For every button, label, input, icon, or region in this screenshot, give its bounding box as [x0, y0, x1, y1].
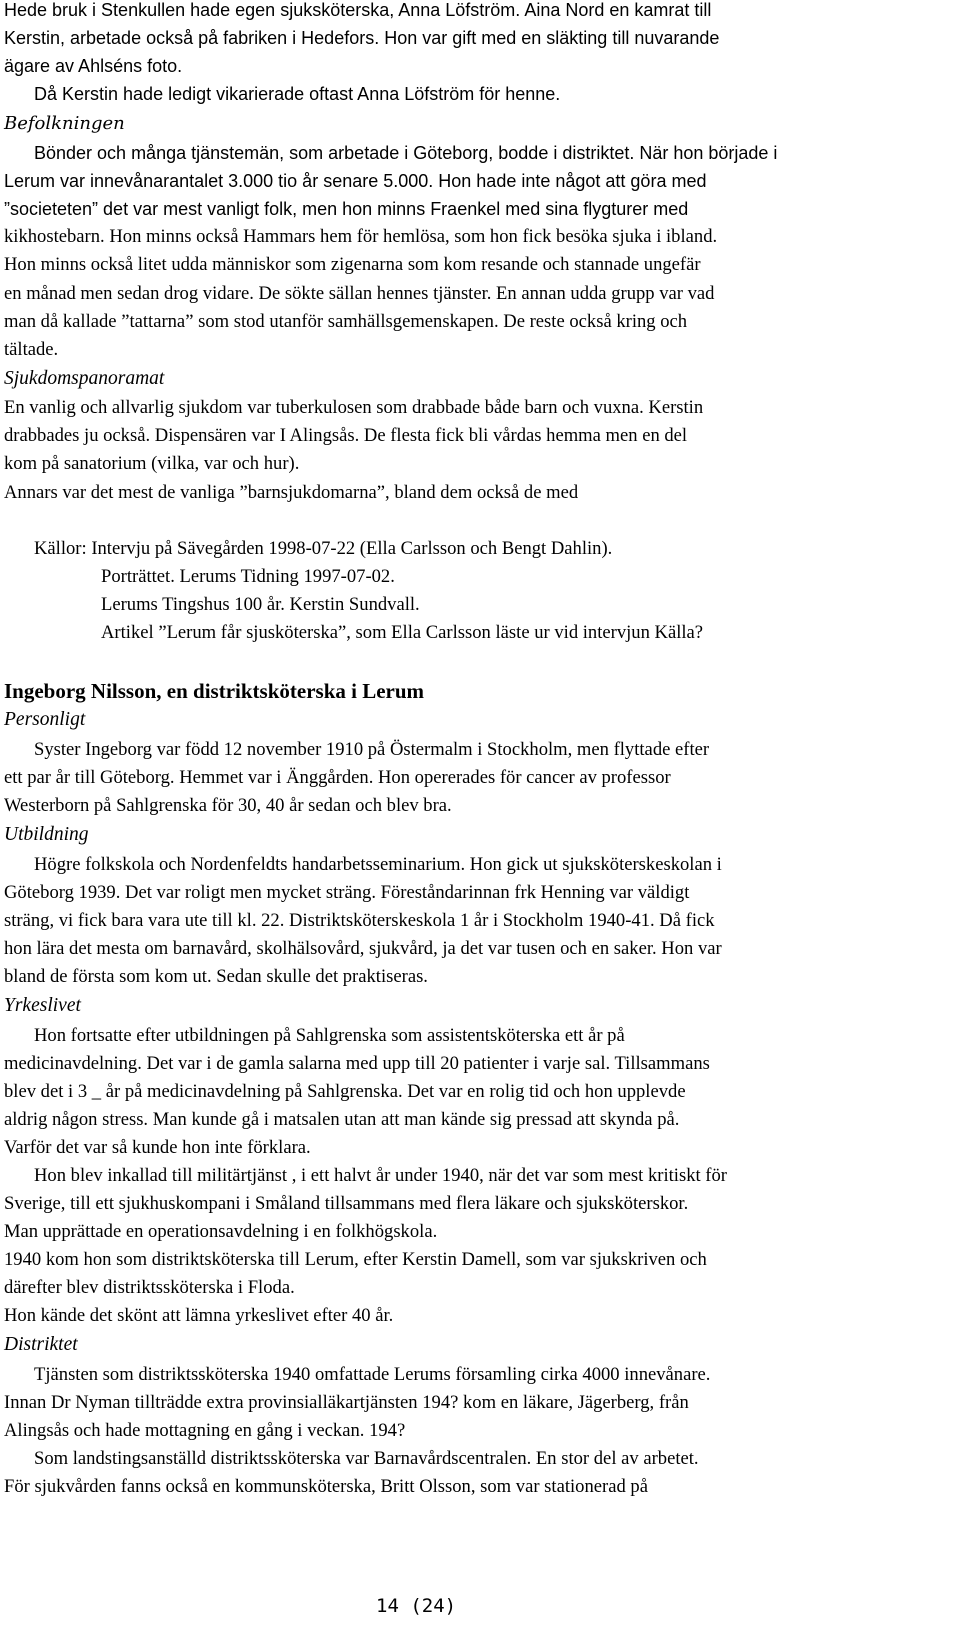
text-line: blev det i 3 _ år på medicinavdelning på Sahlgrenska. Det var en rolig tid och hon upplevde [4, 1081, 686, 1102]
text-line: 1940 kom hon som distriktsköterska till Lerum, efter Kerstin Damell, som var sjukskriven och [4, 1249, 707, 1270]
text-line: Man upprättade en operationsavdelning i en folkhögskola. [4, 1221, 438, 1242]
text-line: Innan Dr Nyman tillträdde extra provinsialläkartjänsten 194? kom en läkare, Jägerberg, från [4, 1392, 689, 1413]
section-heading: Utbildning [4, 824, 89, 845]
text-line: Då Kerstin hade ledigt vikarierade oftast Anna Löfström för henne. [34, 84, 561, 104]
text-line: För sjukvården fanns också en kommunsköterska, Britt Olsson, som var stationerad på [4, 1476, 648, 1497]
section-heading: Distriktet [4, 1334, 78, 1355]
sources-line: Källor: Intervju på Sävegården 1998-07-22 (Ella Carlsson och Bengt Dahlin). [34, 538, 613, 559]
text-line: Hon kände det skönt att lämna yrkeslivet efter 40 år. [4, 1305, 394, 1326]
text-line: hon lära det mesta om barnavård, skolhälsovård, sjukvård, ja det var tusen och en saker. Hon var [4, 938, 722, 959]
text-line: En vanlig och allvarlig sjukdom var tuberkulosen som drabbade både barn och vuxna. Kerstin [4, 397, 704, 418]
text-line: Tjänsten som distriktssköterska 1940 omfattade Lerums församling cirka 4000 innevånare. [34, 1364, 711, 1385]
text-line: Varför det var så kunde hon inte förklara. [4, 1137, 311, 1158]
text-line: kikhostebarn. Hon minns också Hammars hem för hemlösa, som hon fick besöka sjuka i ibland. [4, 226, 718, 247]
text-line: Sverige, till ett sjukhuskompani i Småland tillsammans med flera läkare och sjuksköterskor. [4, 1193, 689, 1214]
text-line: bland de första som kom ut. Sedan skulle det praktiseras. [4, 966, 428, 987]
text-line: Hede bruk i Stenkullen hade egen sjuksköterska, Anna Löfström. Aina Nord en kamrat till [4, 0, 712, 20]
text-line: kom på sanatorium (vilka, var och hur). [4, 453, 300, 474]
text-line: Lerum var innevånarantalet 3.000 tio år senare 5.000. Hon hade inte något att göra med [4, 171, 707, 191]
text-line: därefter blev distriktssköterska i Floda. [4, 1277, 295, 1298]
sources-line: Artikel ”Lerum får sjusköterska”, som Ella Carlsson läste ur vid intervjun Källa? [101, 622, 704, 643]
section-heading: Yrkeslivet [4, 995, 81, 1016]
text-line: sträng, vi fick bara vara ute till kl. 22. Distriktsköterskeskola 1 år i Stockholm 1940-41. Då fick [4, 910, 715, 931]
sources-line: Porträttet. Lerums Tidning 1997-07-02. [101, 566, 395, 587]
text-line: aldrig någon stress. Man kunde gå i matsalen utan att man kände sig pressad att skynda på. [4, 1109, 680, 1130]
text-line: en månad men sedan drog vidare. De sökte sällan hennes tjänster. En annan udda grupp var vad [4, 283, 715, 304]
text-line: ”societeten” det var mest vanligt folk, men hon minns Fraenkel med sina flygturer med [4, 199, 689, 219]
text-line: Westerborn på Sahlgrenska för 30, 40 år sedan och blev bra. [4, 795, 452, 816]
article-title: Ingeborg Nilsson, en distriktsköterska i Lerum [4, 679, 425, 703]
text-line: Högre folkskola och Nordenfeldts handarbetsseminarium. Hon gick ut sjuksköterskeskolan i [34, 854, 722, 875]
text-line: Göteborg 1939. Det var roligt men mycket sträng. Föreståndarinnan frk Henning var väldigt [4, 882, 690, 903]
text-line: Bönder och många tjänstemän, som arbetade i Göteborg, bodde i distriktet. När hon började i [34, 143, 778, 163]
text-line: Syster Ingeborg var född 12 november 1910 på Östermalm i Stockholm, men flyttade efter [34, 739, 710, 760]
text-line: medicinavdelning. Det var i de gamla salarna med upp till 20 patienter i varje sal. Tillsammans [4, 1053, 710, 1074]
text-line: Annars var det mest de vanliga ”barnsjukdomarna”, bland dem också de med [4, 482, 579, 503]
text-line: man då kallade ”tattarna” som stod utanför samhällsgemenskapen. De reste också kring och [4, 311, 688, 332]
text-line: Hon minns också litet udda människor som zigenarna som kom resande och stannade ungefär [4, 254, 701, 275]
text-line: Hon fortsatte efter utbildningen på Sahlgrenska som assistentsköterska ett år på [34, 1025, 625, 1046]
text-line: ägare av Ahlséns foto. [4, 56, 183, 76]
text-line: Hon blev inkallad till militärtjänst , i ett halvt år under 1940, när det var som mest kritiskt för [34, 1165, 727, 1186]
section-heading: Sjukdomspanoramat [4, 368, 165, 389]
sources-line: Lerums Tingshus 100 år. Kerstin Sundvall. [101, 594, 420, 615]
section-heading: Personligt [4, 709, 86, 730]
page-number: 14 (24) [376, 1595, 457, 1617]
text-line: tältade. [4, 339, 59, 360]
text-line: Alingsås och hade mottagning en gång i veckan. 194? [4, 1420, 406, 1441]
text-line: Kerstin, arbetade också på fabriken i Hedefors. Hon var gift med en släkting till nuvarande [4, 28, 720, 48]
section-heading: Befolkningen [4, 113, 125, 134]
text-line: drabbades ju också. Dispensären var I Alingsås. De flesta fick bli vårdas hemma men en del [4, 425, 688, 446]
text-line: ett par år till Göteborg. Hemmet var i Änggården. Hon opererades för cancer av professor [4, 767, 671, 788]
text-line: Som landstingsanställd distriktssköterska var Barnavårdscentralen. En stor del av arbetet. [34, 1448, 699, 1469]
